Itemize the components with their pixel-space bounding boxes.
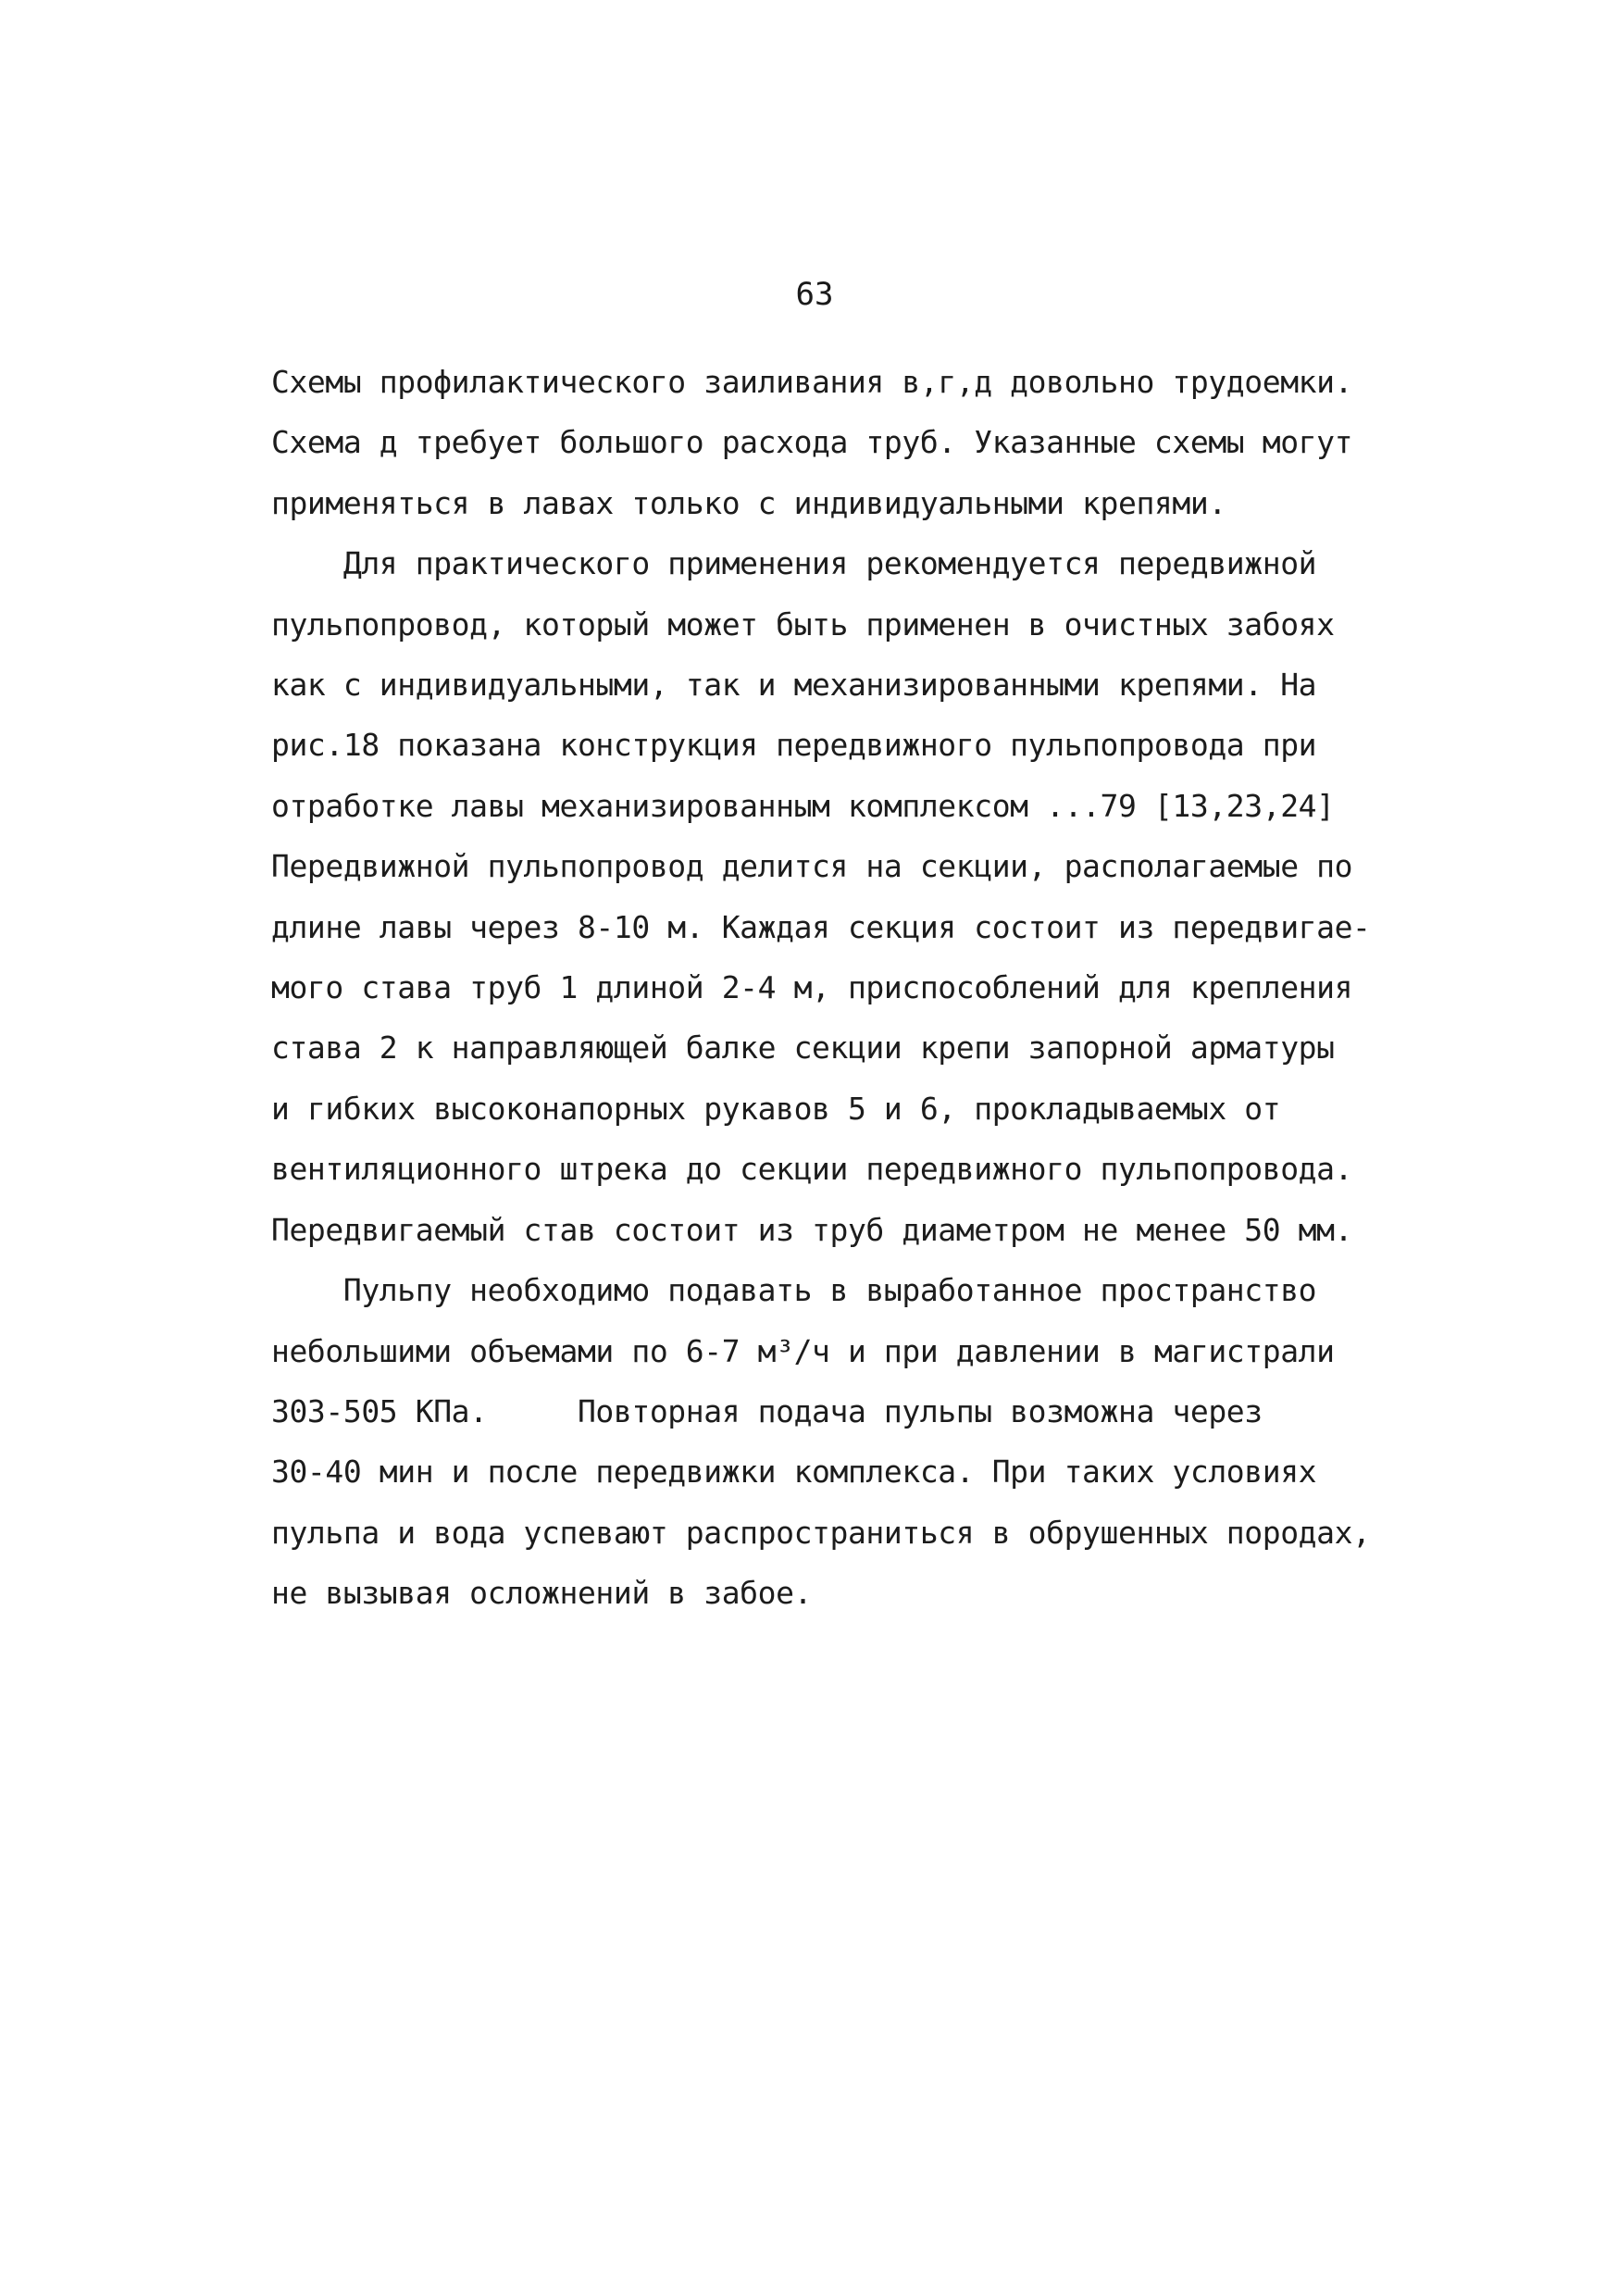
text-line: Схемы профилактического заиливания в,г,д довольно трудоемки. (271, 364, 1353, 400)
text-line: пульпопровод, который может быть применен в очистных забоях (271, 605, 1335, 643)
body-text (271, 352, 1382, 1624)
text-line: мого става труб 1 длиной 2-4 м, приспособлений для крепления (271, 969, 1353, 1006)
text-line: става 2 к направляющей балке секции крепи запорной арматуры (271, 1029, 1335, 1067)
text-line: пульпа и вода успевают распространиться в обрушенных породах, (271, 1514, 1371, 1551)
text-line: 30-40 мин и после передвижки комплекса. При таких условиях (271, 1454, 1317, 1491)
paragraph (271, 1260, 1382, 1623)
text-line: вентиляционного штрека до секции передвижного пульпопровода. (271, 1151, 1353, 1188)
text-line: Для практического применения рекомендуется передвижной (271, 545, 1317, 582)
text-line: Передвижной пульпопровод делится на секции, располагаемые по (271, 848, 1353, 885)
text-line: рис.18 показана конструкция передвижного пульпопровода при (271, 727, 1317, 764)
text-line: длине лавы через 8-10 м. Каждая секция состоит из передвигае- (271, 908, 1371, 945)
text-line: и гибких высоконапорных рукавов 5 и 6, прокладываемых от (271, 1090, 1281, 1127)
text-line: отработке лавы механизированным комплексом ...79 [13,23,24] (271, 787, 1335, 824)
text-line: Передвигаемый став состоит из труб диаметром не менее 50 мм. (271, 1211, 1353, 1248)
text-line: 303-505 КПа. Повторная подача пульпы возможна через (271, 1392, 1263, 1429)
text-line: не вызывая осложнений в забое. (271, 1575, 813, 1612)
text-line: Схема д требует большого расхода труб. Указанные схемы могут (271, 424, 1353, 461)
text-line: применяться в лавах только с индивидуальными крепями. (271, 484, 1226, 521)
text-line: Пульпу необходимо подавать в выработанное пространство (271, 1272, 1317, 1309)
text-line: как с индивидуальными, так и механизированными крепями. На (271, 667, 1317, 704)
text-line: небольшими объемами по 6-7 м³/ч и при давлении в магистрали (271, 1332, 1335, 1369)
paragraph (271, 533, 1382, 1260)
paragraph (271, 352, 1382, 533)
page-number: 63 (795, 276, 834, 313)
